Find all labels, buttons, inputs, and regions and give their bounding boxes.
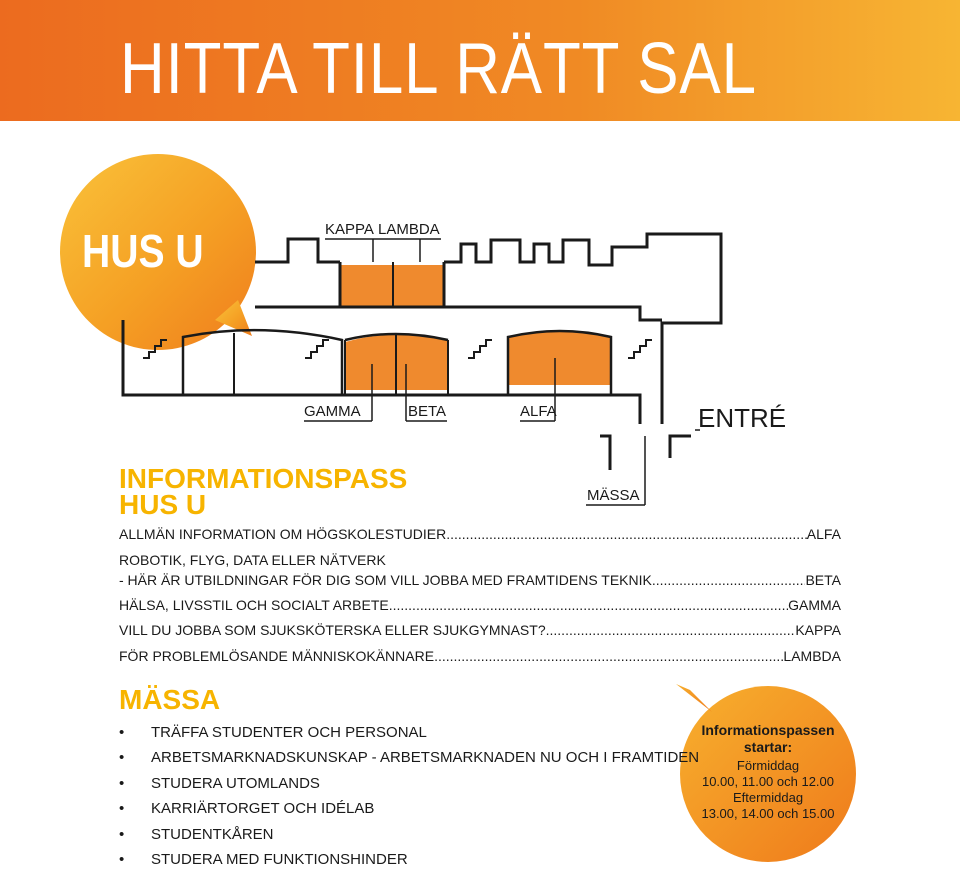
infopass-row — [119, 648, 841, 664]
infopass-row-topic: HÄLSA, LIVSSTIL OCH SOCIALT ARBETE — [119, 597, 389, 613]
list-item — [119, 720, 699, 745]
list-item — [119, 745, 699, 770]
list-item — [119, 796, 699, 821]
massa-title: MÄSSA — [119, 684, 221, 715]
map-label-massa: MÄSSA — [587, 487, 640, 504]
infopass-row — [119, 622, 841, 638]
dot-leader — [389, 597, 788, 613]
list-item-text: KARRIÄRTORGET OCH IDÉLAB — [151, 800, 375, 818]
map-label-kappa: KAPPA — [325, 221, 374, 238]
infopass-row-room: ALFA — [806, 526, 841, 542]
massa-list — [119, 720, 699, 872]
bullet-icon: • — [119, 850, 125, 868]
list-item-text: STUDENTKÅREN — [151, 825, 274, 843]
infopass-row-room: LAMBDA — [783, 648, 841, 664]
infopass-row-topic: - HÄR ÄR UTBILDNINGAR FÖR DIG SOM VILL JOBBA MED FRAMTIDENS TEKNIK — [119, 572, 652, 588]
page-title: HITTA TILL RÄTT SAL — [120, 29, 757, 109]
schedule-heading: Informationspassen startar: — [701, 722, 835, 755]
schedule-afternoon-times: 13.00, 14.00 och 15.00 — [701, 806, 835, 821]
room-kappa — [341, 265, 393, 306]
infopass-row — [119, 552, 841, 588]
infopass-row-topic: ALLMÄN INFORMATION OM HÖGSKOLESTUDIER — [119, 526, 447, 542]
infopass-row-topic-pre: ROBOTIK, FLYG, DATA ELLER NÄTVERK — [119, 552, 386, 568]
infopass-title-line1: INFORMATIONSPASS — [119, 463, 408, 494]
infopass-row-room: KAPPA — [795, 622, 841, 638]
infopass-row-room: BETA — [805, 572, 841, 588]
bullet-icon: • — [119, 774, 125, 792]
schedule-text — [688, 722, 848, 822]
infopass-row-topic: VILL DU JOBBA SOM SJUKSKÖTERSKA ELLER SJUKGYMNAST? — [119, 622, 546, 638]
bullet-icon: • — [119, 825, 125, 843]
schedule-morning-times: 10.00, 11.00 och 12.00 — [701, 774, 835, 789]
list-item-text: ARBETSMARKNADSKUNSKAP - ARBETSMARKNADEN NU OCH I FRAMTIDEN — [151, 749, 700, 767]
room-alfa — [508, 331, 611, 385]
map-label-beta: BETA — [408, 403, 447, 420]
infopass-row — [119, 597, 841, 613]
infopass-title — [119, 463, 408, 520]
list-item-text: TRÄFFA STUDENTER OCH PERSONAL — [151, 724, 427, 741]
schedule-afternoon-label: Eftermiddag — [732, 790, 804, 805]
map-label-entrance: ENTRÉ — [698, 403, 787, 433]
map-label-alfa: ALFA — [520, 403, 557, 420]
dot-leader — [652, 572, 806, 588]
schedule-morning-label: Förmiddag — [736, 758, 800, 773]
infopass-row-room: GAMMA — [788, 597, 841, 613]
list-item-text: STUDERA MED FUNKTIONSHINDER — [151, 850, 408, 868]
list-item — [119, 847, 699, 872]
room-lambda — [393, 265, 444, 306]
dot-leader — [434, 648, 783, 664]
bullet-icon: • — [119, 800, 125, 818]
bullet-icon: • — [119, 749, 125, 767]
map-label-gamma: GAMMA — [304, 403, 361, 420]
bullet-icon: • — [119, 724, 125, 741]
infopass-row-topic: FÖR PROBLEMLÖSANDE MÄNNISKOKÄNNARE — [119, 648, 435, 664]
dot-leader — [546, 622, 796, 638]
list-item — [119, 822, 699, 847]
infopass-title-line2: HUS U — [119, 489, 207, 520]
infopass-row — [119, 526, 841, 542]
map-label-lambda: LAMBDA — [378, 221, 440, 238]
building-label: HUS U — [82, 225, 204, 277]
list-item — [119, 771, 699, 796]
highlighted-rooms — [341, 265, 611, 390]
list-item-text: STUDERA UTOMLANDS — [151, 774, 320, 792]
dot-leader — [446, 526, 807, 542]
